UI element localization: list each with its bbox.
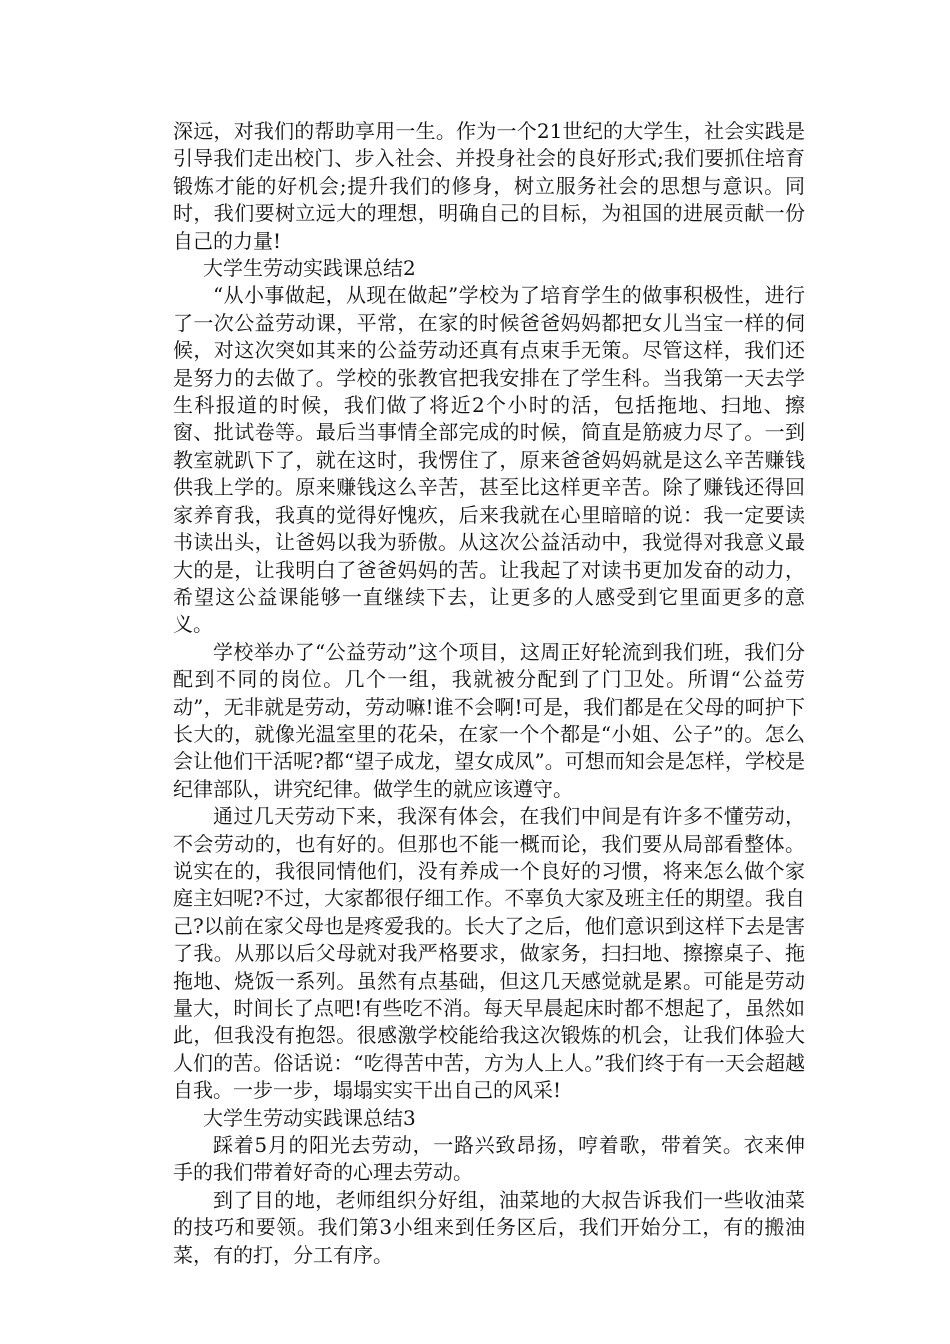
- paragraph: 通过几天劳动下来，我深有体会，在我们中间是有许多不懂劳动，不会劳动的，也有好的。但那也不能一概而论，我们要从局部看整体。说实在的，我很同情他们，没有养成一个良好的习惯，将来怎么做个家庭主妇呢?不过，大家都很仔细工作。不辜负大家及班主任的期望。我自己?以前在家父母也是疼爱我的。长大了之后，他们意识到这样下去是害了我。从那以后父母就对我严格要求，做家务，扫扫地、擦擦桌子、拖拖地、烧饭一系列。虽然有点基础，但这几天感觉就是累。可能是劳动量大，时间长了点吧!有些吃不消。每天早晨起床时都不想起了，虽然如此，但我没有抱怨。很感激学校能给我这次锻炼的机会，让我们体验大人们的苦。俗话说：“吃得苦中苦，方为人上人。”我们终于有一天会超越自我。一步一步，塌塌实实干出自己的风采!: [173, 804, 805, 1103]
- section-heading-2: 大学生劳动实践课总结2: [203, 256, 416, 281]
- paragraph: 踩着5月的阳光去劳动，一路兴致昂扬，哼着歌，带着笑。衣来伸手的我们带着好奇的心理去劳动。: [173, 1133, 805, 1185]
- paragraph: “从小事做起，从现在做起”学校为了培育学生的做事积极性，进行了一次公益劳动课，平常，在家的时候爸爸妈妈都把女儿当宝一样的伺候，对这次突如其来的公益劳动还真有点束手无策。尽管这样，我们还是努力的去做了。学校的张教官把我安排在了学生科。当我第一天去学生科报道的时候，我们做了将近2个小时的活，包括拖地、扫地、擦窗、批试卷等。最后当事情全部完成的时候，简直是筋疲力尽了。一到教室就趴下了，就在这时，我愣住了，原来爸爸妈妈就是这么辛苦赚钱供我上学的。原来赚钱这么辛苦，甚至比这样更辛苦。除了赚钱还得回家养育我，我真的觉得好愧疚，后来我就在心里暗暗的说：我一定要读书读出头，让爸妈以我为骄傲。从这次公益活动中，我觉得对我意义最大的是，让我明白了爸爸妈妈的苦。让我起了对读书更加发奋的动力，希望这公益课能够一直继续下去，让更多的人感受到它里面更多的意义。: [173, 283, 805, 637]
- document-body: [173, 118, 805, 1269]
- paragraph: 学校举办了“公益劳动”这个项目，这周正好轮流到我们班，我们分配到不同的岗位。几个一组，我就被分配到了门卫处。所谓“公益劳动”，无非就是劳动，劳动嘛!谁不会啊!可是，我们都是在父母的呵护下长大的，就像光温室里的花朵，在家一个个都是“小姐、公子”的。怎么会让他们干活呢?都“望子成龙，望女成凤”。可想而知会是怎样，学校是纪律部队，讲究纪律。做学生的就应该遵守。: [173, 639, 805, 801]
- paragraph-continuation: 深远，对我们的帮助享用一生。作为一个21世纪的大学生，社会实践是引导我们走出校门、步入社会、并投身社会的良好形式;我们要抓住培育锻炼才能的好机会;提升我们的修身，树立服务社会的思想与意识。同时，我们要树立远大的理想，明确自己的目标，为祖国的进展贡献一份自己的力量!: [173, 119, 805, 253]
- section-heading-3: 大学生劳动实践课总结3: [203, 1105, 416, 1130]
- paragraph: 到了目的地，老师组织分好组，油菜地的大叔告诉我们一些收油菜的技巧和要领。我们第3小组来到任务区后，我们开始分工，有的搬油菜，有的打，分工有序。: [173, 1187, 805, 1267]
